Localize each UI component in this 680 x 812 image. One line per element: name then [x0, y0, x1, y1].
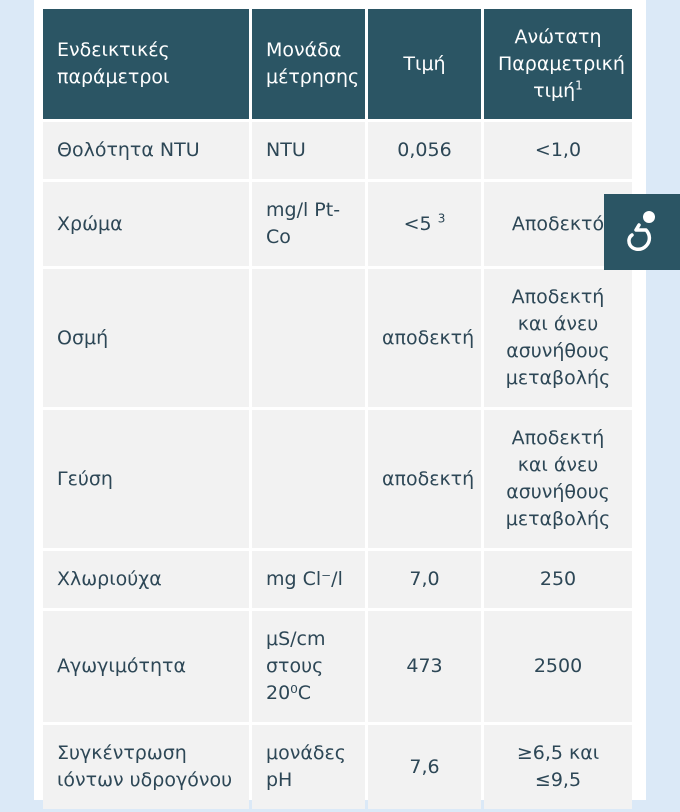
header-parameter: Ενδεικτικές παράμετροι	[43, 9, 249, 119]
cell-unit: mg Cl⁻/l	[252, 551, 365, 608]
cell-parameter: Οσμή	[43, 269, 249, 407]
cell-value: 473	[368, 611, 481, 722]
table-row	[43, 551, 632, 608]
accessibility-button[interactable]	[604, 194, 680, 270]
header-footnote-marker: 1	[575, 78, 583, 93]
table-row	[43, 269, 632, 407]
cell-parameter: Θολότητα NTU	[43, 122, 249, 179]
cell-parameter: Χλωριούχα	[43, 551, 249, 608]
cell-unit: NTU	[252, 122, 365, 179]
table-row	[43, 182, 632, 266]
cell-value: 0,056	[368, 122, 481, 179]
cell-value	[368, 182, 481, 266]
cell-max-value: 250	[484, 551, 632, 608]
cell-max-value: Αποδεκτό	[484, 182, 632, 266]
table-row	[43, 122, 632, 179]
cell-value: αποδεκτή	[368, 410, 481, 548]
header-value: Τιμή	[368, 9, 481, 119]
content-page	[34, 0, 646, 800]
table-row	[43, 725, 632, 809]
cell-max-value: 2500	[484, 611, 632, 722]
cell-parameter: Αγωγιμότητα	[43, 611, 249, 722]
cell-value: 7,0	[368, 551, 481, 608]
parameters-table	[40, 6, 635, 812]
accessibility-icon	[622, 208, 662, 256]
cell-unit	[252, 410, 365, 548]
cell-parameter: Χρώμα	[43, 182, 249, 266]
cell-unit	[252, 269, 365, 407]
cell-max-value: Αποδεκτή και άνευ ασυνήθους μεταβολής	[484, 410, 632, 548]
header-max-value-label: Ανώτατη Παραμετρική τιμή	[498, 25, 625, 102]
cell-unit: μS/cm στους 20⁰C	[252, 611, 365, 722]
cell-max-value: ≥6,5 και ≤9,5	[484, 725, 632, 809]
cell-parameter: Γεύση	[43, 410, 249, 548]
cell-value-text: <5	[403, 212, 432, 235]
table-header-row	[43, 9, 632, 119]
cell-parameter: Συγκέντρωση ιόντων υδρογόνου	[43, 725, 249, 809]
cell-unit: mg/l Pt-Co	[252, 182, 365, 266]
header-unit: Μονάδα μέτρησης	[252, 9, 365, 119]
cell-max-value: Αποδεκτή και άνευ ασυνήθους μεταβολής	[484, 269, 632, 407]
value-footnote-marker: 3	[437, 211, 446, 226]
table-row	[43, 410, 632, 548]
cell-value: αποδεκτή	[368, 269, 481, 407]
table-row	[43, 611, 632, 722]
header-max-value	[484, 9, 632, 119]
cell-unit: μονάδες pH	[252, 725, 365, 809]
cell-value: 7,6	[368, 725, 481, 809]
cell-max-value: <1,0	[484, 122, 632, 179]
